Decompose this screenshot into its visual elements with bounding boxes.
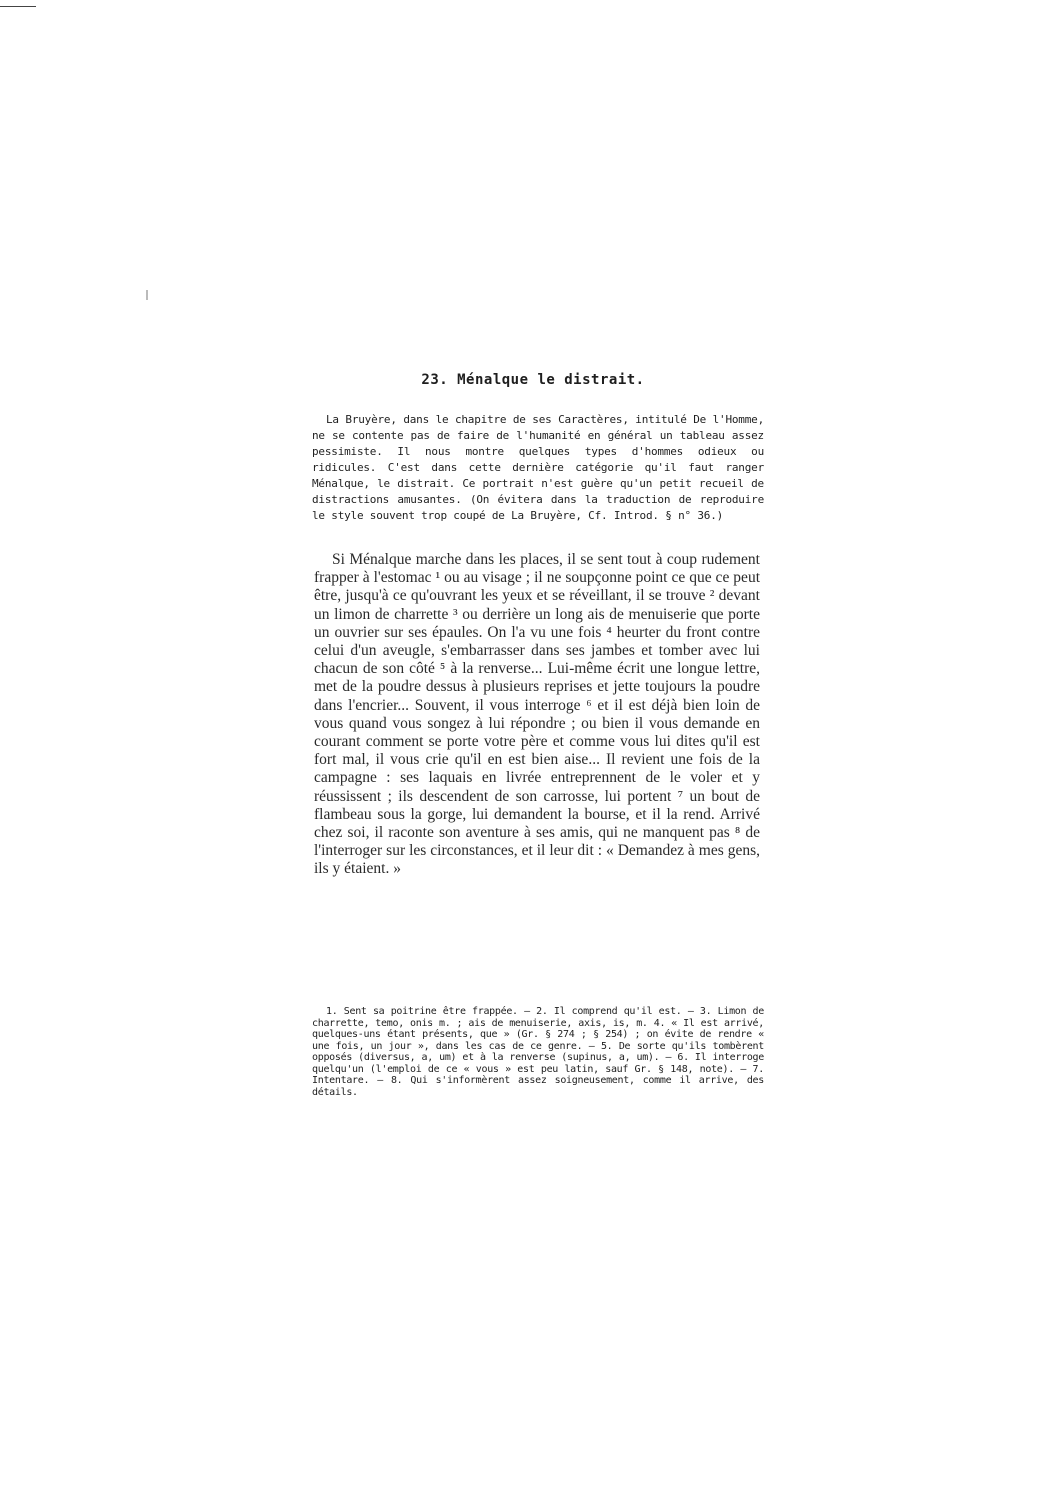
introduction-text: La Bruyère, dans le chapitre de ses Caractères, intitulé De l'Homme, ne se contente pas de faire de l'humanité en général un tableau assez pessimiste. Il nous montre quelques types d'hommes odieux ou ridicules. C'est dans cette dernière catégorie qu'il faut ranger Ménalque, le distrait. Ce portrait n'est guère qu'un petit recueil de distractions amusantes. (On évitera dans la traduction de reproduire le style souvent trop coupé de La Bruyère, Cf. Introd. § n° 36.) bbox=[312, 413, 764, 522]
introduction bbox=[312, 412, 764, 524]
footnotes-text: 1. Sent sa poitrine être frappée. — 2. Il comprend qu'il est. — 3. Limon de charrette, temo, onis m. ; ais de menuiserie, axis, is, m. 4. « Il est arrivé, quelques-uns étant présents, que » (Gr. § 274 ; § 254) ; on évite de rendre « une fois, un jour », dans les cas de ce genre. — 5. De sorte qu'ils tombèrent opposés (diversus, a, um) et à la renverse (supinus, a, um). — 6. Il interroge quelqu'un (l'emploi de ce « vous » est peu latin, sauf Gr. § 148, note). — 7. Intentare. — 8. Qui s'informèrent assez soigneusement, comme il arrive, des détails. bbox=[312, 1006, 764, 1098]
main-text bbox=[314, 551, 760, 879]
page-title: 23. Ménalque le distrait. bbox=[421, 372, 645, 388]
footnotes bbox=[312, 1006, 764, 1098]
main-text-paragraph: Si Ménalque marche dans les places, il se sent tout à coup rudement frapper à l'estomac ¹ ou au visage ; il ne soupçonne point ce que ce peut être, jusqu'à ce qu'ouvrant les yeux et se réveillant, il se trouve ² devant un limon de charrette ³ ou derrière un long ais de menuiserie que porte un ouvrier sur ses épaules. On l'a vu une fois ⁴ heurter du front contre celui d'un aveugle, s'embarrasser dans ses jambes et tomber avec lui chacun de son côté ⁵ à la renverse... Lui-même écrit une longue lettre, met de la poudre dessus à plusieurs reprises et jette toujours la poudre dans l'encrier... Souvent, il vous interroge ⁶ et il est déjà bien loin de vous quand vous songez à lui répondre ; ou bien il vous demande en courant comment se porte votre père et comme vous lui dites qu'il est fort mal, il vous crie qu'il en est bien aise... Il revient une fois de la campagne : ses laquais en livrée entreprennent de le voler et y réussissent ; ils descendent de son carrosse, lui portent ⁷ un bout de flambeau sous la gorge, lui demandent la bourse, et il la rend. Arrivé chez soi, il raconte son aventure à ses amis, qui ne manquent pas ⁸ de l'interroger sur les circonstances, et il leur dit : « Demandez à mes gens, ils y étaient. » bbox=[314, 551, 760, 878]
scan-corner-mark bbox=[0, 6, 36, 7]
scan-speck bbox=[146, 290, 148, 300]
